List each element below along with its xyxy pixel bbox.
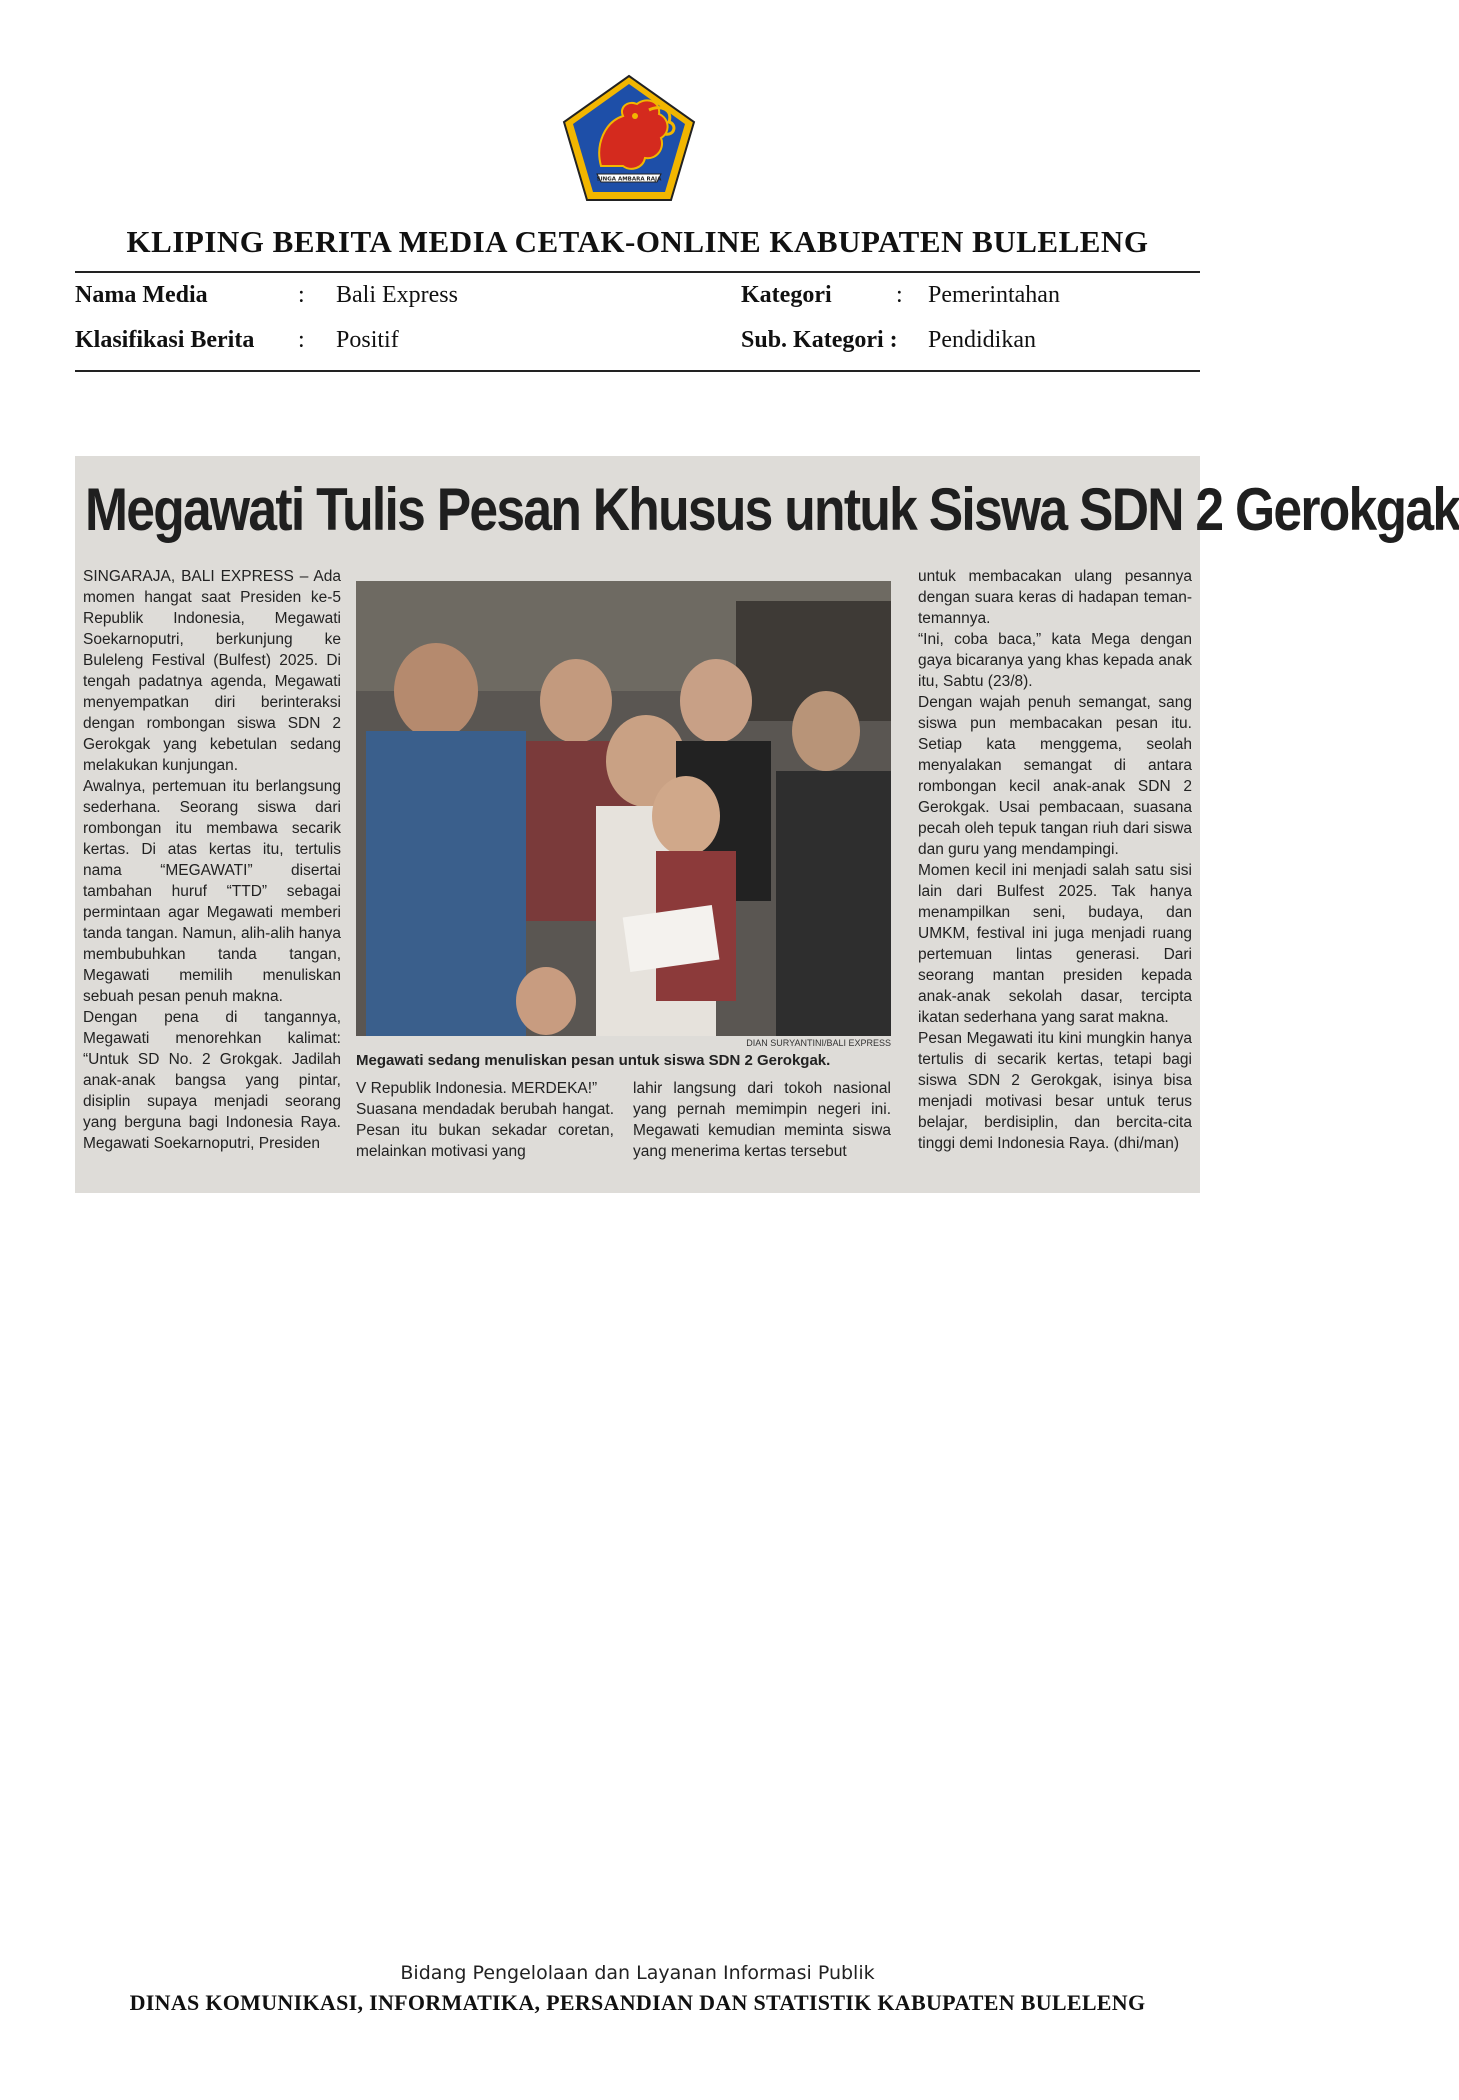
- photo-illustration: [356, 581, 891, 1036]
- top-rule: [75, 271, 1200, 273]
- article-column-4: untuk membacakan ulang pesannya dengan suara keras di hadapan teman-temannya. “Ini, coba baca,” kata Mega dengan gaya bicaranya yang khas kepada anak itu, Sabtu (23/8). Dengan wajah penuh semangat, sang siswa pun membacakan pesan itu. Setiap kata menggema, seolah menyalakan semangat di antara rombongan kecil anak-anak SDN 2 Gerokgak. Usai pembacaan, suasana pecah oleh tepuk tangan riuh dari siswa dan guru yang mendampingi. Momen kecil ini menjadi salah satu sisi lain dari Bulfest 2025. Tak hanya menampilkan seni, budaya, dan UMKM, festival ini juga menjadi ruang pertemuan lintas generasi. Dari seorang mantan presiden kepada anak-anak sekolah dasar, tercipta ikatan sederhana yang sarat makna. Pesan Megawati itu kini mungkin hanya tertulis di secarik kertas, tetapi bagi siswa SDN 2 Gerokgak, isinya bisa menjadi motivasi besar untuk terus belajar, berdisiplin, dan bercita-cita tinggi demi Indonesia Raya. (dhi/man): [918, 568, 1192, 1152]
- buleleng-crest-logo: [561, 74, 697, 202]
- photo-credit: DIAN SURYANTINI/BALI EXPRESS: [746, 1038, 891, 1048]
- article-column-1: SINGARAJA, BALI EXPRESS – Ada momen hangat saat Presiden ke-5 Republik Indonesia, Megawati Soekarnoputri, berkunjung ke Buleleng Festival (Bulfest) 2025. Di tengah padatnya agenda, Megawati menyempatkan diri berinteraksi dengan rombongan siswa SDN 2 Gerokgak yang kebetulan sedang melakukan kunjungan. Awalnya, pertemuan itu berlangsung sederhana. Seorang siswa dari rombongan itu membawa secarik kertas. Di atas kertas itu, tertulis nama “MEGAWATI” disertai tambahan huruf “TTD” sebagai permintaan agar Megawati memberi tanda tangan. Namun, alih-alih hanya membubuhkan tanda tangan, Megawati memilih menuliskan sebuah pesan penuh makna. Dengan pena di tangannya, Megawati menorehkan kalimat: “Untuk SD No. 2 Grokgak. Jadilah anak-anak bangsa yang pintar, disiplin supaya menjadi seorang yang berguna bagi Indonesia Raya. Megawati Soekarnoputri, Presiden: [83, 568, 341, 1152]
- subkategori-label: Sub. Kategori :: [741, 327, 898, 353]
- footer-agency: DINAS KOMUNIKASI, INFORMATIKA, PERSANDIAN DAN STATISTIK KABUPATEN BULELENG: [129, 1990, 1146, 2015]
- kategori-value: Pemerintahan: [928, 282, 1060, 308]
- article-column-3: lahir langsung dari tokoh nasional yang pernah memimpin negeri ini. Megawati kemudian meminta siswa yang menerima kertas tersebut: [633, 1080, 891, 1160]
- media-colon: :: [298, 282, 305, 308]
- bottom-rule: [75, 370, 1200, 372]
- klasifikasi-colon: :: [298, 327, 305, 353]
- crest-motto: SINGA AMBARA RAJA: [596, 176, 662, 183]
- media-value: Bali Express: [336, 282, 458, 308]
- page-title: KLIPING BERITA MEDIA CETAK-ONLINE KABUPATEN BULELENG: [126, 224, 1149, 259]
- klasifikasi-value: Positif: [336, 327, 399, 353]
- article-photo: [356, 581, 891, 1036]
- kategori-label: Kategori: [741, 282, 832, 308]
- article-column-2: V Republik Indonesia. MERDEKA!” Suasana mendadak berubah hangat. Pesan itu bukan sekadar coretan, melainkan motivasi yang: [356, 1080, 614, 1160]
- subkategori-value: Pendidikan: [928, 327, 1036, 353]
- klasifikasi-label: Klasifikasi Berita: [75, 327, 255, 353]
- media-label: Nama Media: [75, 282, 208, 308]
- photo-caption: Megawati sedang menuliskan pesan untuk siswa SDN 2 Gerokgak.: [356, 1052, 831, 1069]
- newspaper-clipping: [75, 456, 1459, 1193]
- footer-department: Bidang Pengelolaan dan Layanan Informasi Publik: [400, 1962, 875, 1984]
- clipping-headline: Megawati Tulis Pesan Khusus untuk Siswa SDN 2 Gerokgak: [85, 476, 1459, 543]
- kategori-colon: :: [896, 282, 903, 308]
